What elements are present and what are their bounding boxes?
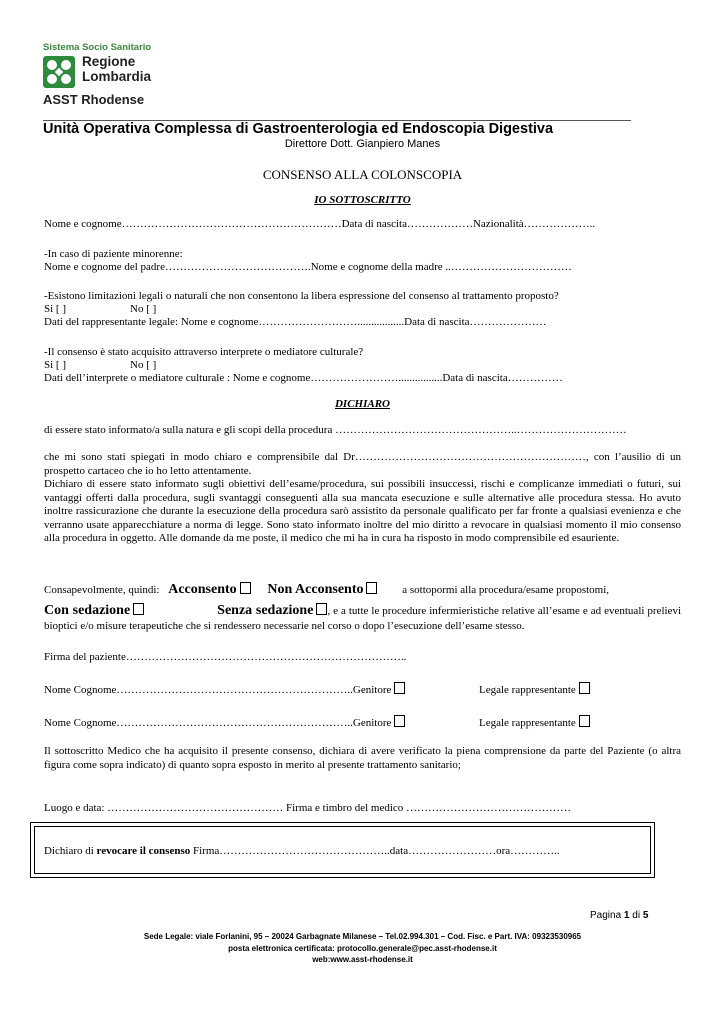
checkbox-acconsento-icon[interactable] [240,582,251,594]
checkbox-non-acconsento-icon[interactable] [366,582,377,594]
page-of: di [632,910,641,921]
option-non-acconsento-label: Non Acconsento [267,582,364,597]
checkbox-genitore-2-icon[interactable] [394,715,405,727]
field-nome-cognome: Nome e cognome……………………………………………………Data di nascita………………Nazionalità……………….. [44,218,596,230]
page-total: 5 [642,910,649,921]
revoca-prefix: Dichiaro di [44,845,97,857]
page-label: Pagina [590,910,622,921]
checkbox-no-interprete[interactable]: No [ ] [130,359,157,371]
footer-web: web:www.asst-rhodense.it [312,955,413,964]
page-indicator [590,910,648,921]
document-title: CONSENSO ALLA COLONSCOPIA [262,167,463,182]
option-senza-sedazione-label: Senza sedazione [217,603,314,618]
consent-lead: Consapevolmente, quindi: [44,584,160,596]
revoca-line [44,845,560,858]
revoca-bold: revocare il consenso [96,845,191,857]
checkbox-legale-1-icon[interactable] [579,682,590,694]
checkbox-con-sedazione-icon[interactable] [133,603,144,615]
option-acconsento[interactable] [168,582,250,597]
checkbox-genitore-1-icon[interactable] [394,682,405,694]
dichiaro-line1: di essere stato informato/a sulla natura e gli scopi della procedura …………………………………………..………………………… [44,424,627,436]
genitore-nome-1: Nome Cognome………………………………………………………..Genitore [44,684,392,696]
option-acconsento-label: Acconsento [168,582,237,597]
regione-lombardia-logo-icon [43,56,75,88]
logo-region-line2: Lombardia [82,69,152,84]
unit-title: Unità Operativa Complessa di Gastroenterologia ed Endoscopia Digestiva [43,121,554,137]
dichiaro-para2: Dichiaro di essere stato informato sugli obiettivi dell’esame/procedura, sui possibili insuccessi, rischi e complicanze immediati o futuri, sui vantaggi offerti dalla procedura, sugli svantaggi conseguenti alla sua mancata esecuzione e sulle alternative alle procedura stessa. Ho avuto inoltre rassicurazione che durante la esecuzione della procedura sarò assistito da personale qualificato per far fronte a qualsiasi evenienza e che verranno usate apparecchiature a norma di legge. Sono stato informato inoltre del mio diritto a revocare in qualsiasi momento il mio consenso alla procedura in oggetto. Alle domande da me poste, il medico che mi ha in cura ha risposto in modo comprensibile ed esauriente. [44,478,681,544]
footer-sede: Sede Legale: viale Forlanini, 95 – 20024 Garbagnate Milanese – Tel.02.994.301 – Cod. Fisc. e Part. IVA: 09323530965 [143,932,582,941]
option-senza-sedazione[interactable] [217,603,327,618]
checkbox-si-interprete[interactable]: Si [ ] [44,359,66,371]
section-dichiaro: DICHIARO [334,398,391,410]
sedazione-row [44,603,681,633]
option-con-sedazione[interactable] [44,603,144,618]
genitore-row-1 [44,682,405,697]
field-interprete: Dati dell’interprete o mediatore culturale : Nome e cognome……………………................Data di nascita…………… [44,372,563,384]
legale-label-1: Legale rappresentante [479,684,576,696]
checkbox-no-limitazioni[interactable]: No [ ] [130,303,157,315]
field-genitori: Nome e cognome del padre………………………………….Nome e cognome della madre ..…………………………… [44,261,572,273]
section-io-sottoscritto: IO SOTTOSCRITTO [314,194,411,206]
logo-asst: ASST Rhodense [43,92,145,107]
footer-pec: posta elettronica certificata: protocollo.generale@pec.asst-rhodense.it [228,944,497,953]
dichiaro-para1: che mi sono stati spiegati in modo chiaro e comprensibile dal Dr………………………………………………………, con l’ausilio di un prospetto cartaceo che io ho letto attentamente. [44,451,681,477]
medico-declaration: Il sottoscritto Medico che ha acquisito il presente consenso, dichiara di avere verificato la piena comprensione da parte del Paziente (o altra figura come sopra indicato) di quanto sopra esposto in merito al presente trattamento sanitario; [44,745,681,771]
question-limitazioni: -Esistono limitazioni legali o naturali che non consentono la libera espressione del consenso al trattamento proposto? [44,290,559,302]
director-line: Direttore Dott. Gianpiero Manes [284,138,441,150]
legale-label-2: Legale rappresentante [479,717,576,729]
checkbox-senza-sedazione-icon[interactable] [316,603,327,615]
checkbox-legale-2-icon[interactable] [579,715,590,727]
option-non-acconsento[interactable] [267,582,377,597]
checkbox-si-limitazioni[interactable]: Si [ ] [44,303,66,315]
logo-tagline: Sistema Socio Sanitario [43,42,152,53]
legale-row-1 [479,682,590,697]
consent-sottopormi: a sottopormi alla procedura/esame propostomi, [402,584,610,596]
genitore-nome-2: Nome Cognome………………………………………………………..Genitore [44,717,392,729]
page-number: 1 [623,910,630,921]
sedazione-tail: , e a tutte le procedure infermieristiche relative all’esame e ad eventuali prelievi bioptici e/o misure terapeutiche che si rendessero necessarie nel corso o dopo l’esecuzione dell’esame stesso. [44,605,681,632]
logo-region-line1: Regione [82,54,136,69]
legale-row-2 [479,715,590,730]
minore-intro: -In caso di paziente minorenne: [44,248,183,260]
revoca-rest: Firma………………………………………..data……………………ora………….. [190,845,560,857]
luogo-data-firma: Luogo e data: ………………………………………… Firma e timbro del medico ……………………………………… [44,802,572,814]
question-interprete: -Il consenso è stato acquisito attraverso interprete o mediatore culturale? [44,346,364,358]
firma-paziente: Firma del paziente………………………………………………………………….. [44,651,407,663]
field-rappresentante: Dati del rappresentante legale: Nome e cognome……………………….................Data di nascita………………… [44,316,547,328]
genitore-row-2 [44,715,405,730]
consent-row [44,582,609,598]
option-con-sedazione-label: Con sedazione [44,603,131,618]
